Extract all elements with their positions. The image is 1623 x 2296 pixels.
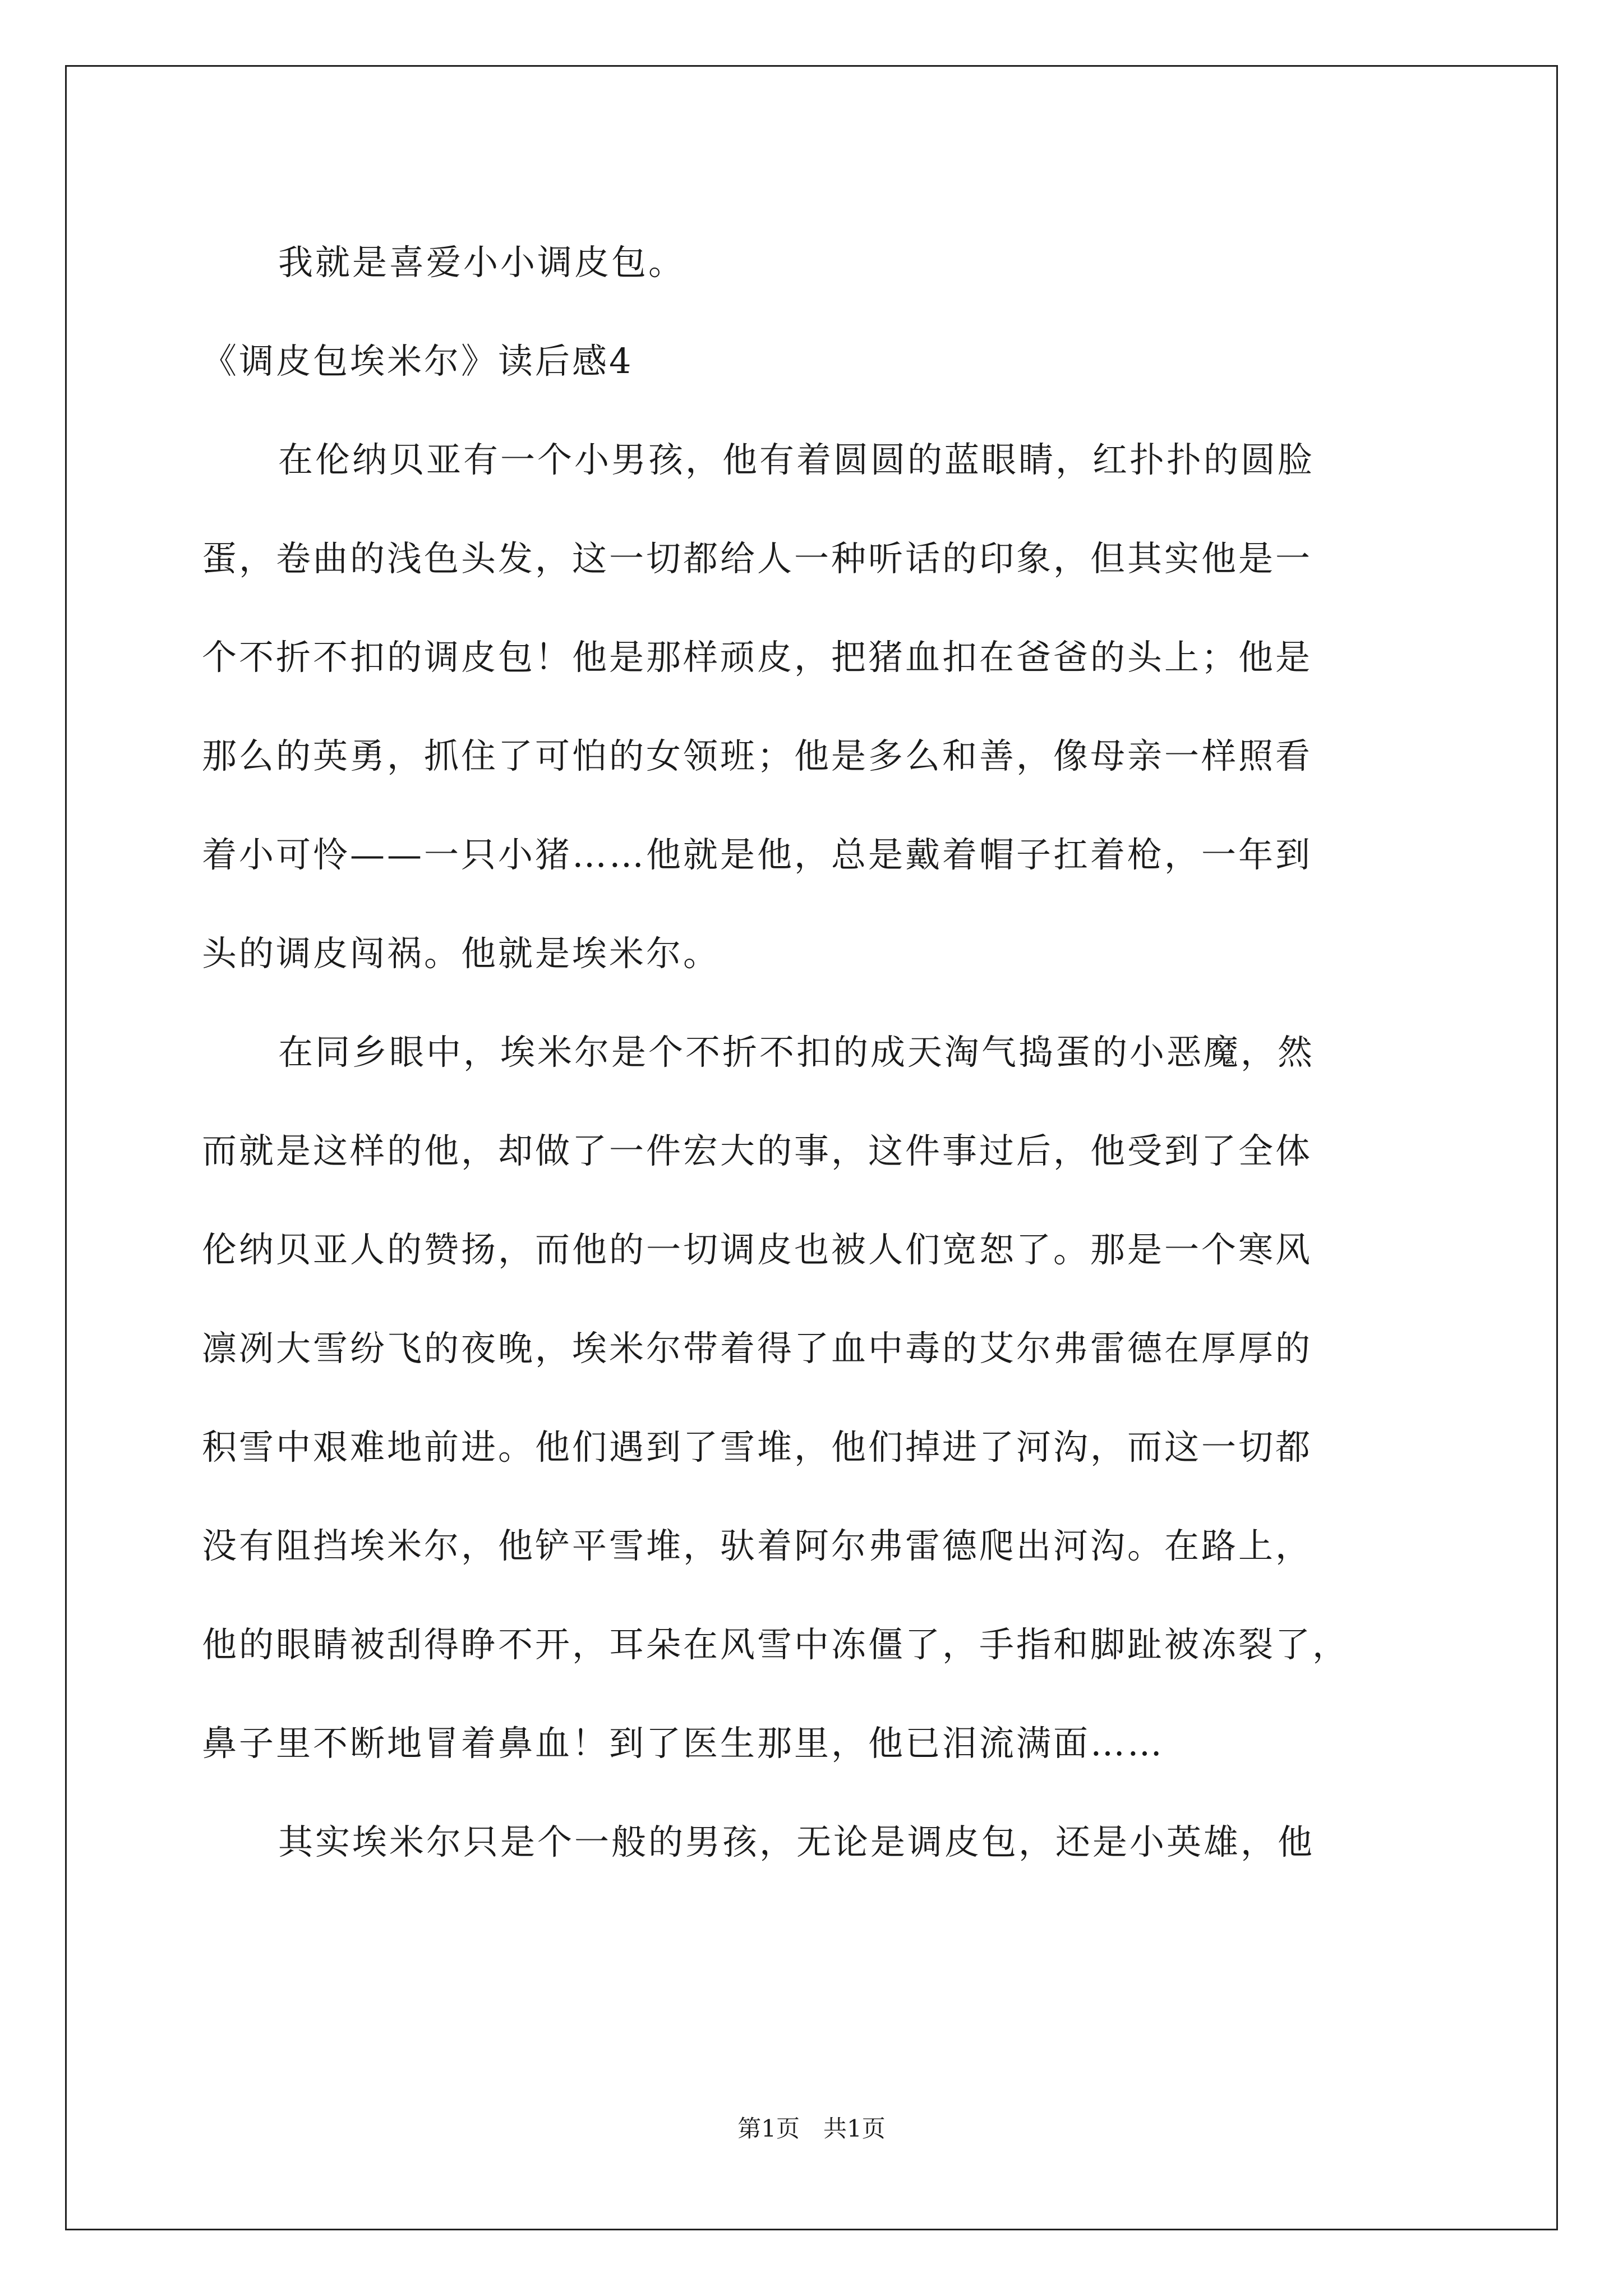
paragraph-line: 蛋，卷曲的浅色头发，这一切都给人一种听话的印象，但其实他是一 — [202, 538, 1313, 579]
paragraph-line: 其实埃米尔只是个一般的男孩，无论是调皮包，还是小英雄，他 — [278, 1821, 1315, 1862]
document-body — [202, 213, 1424, 1892]
paragraph-line: 着小可怜——一只小猪……他就是他，总是戴着帽子扛着枪，一年到 — [202, 834, 1313, 875]
page-footer: 第1页 共1页 — [737, 2115, 886, 2142]
paragraph-line: 在同乡眼中，埃米尔是个不折不扣的成天淘气捣蛋的小恶魔，然 — [278, 1032, 1315, 1073]
paragraph-line: 头的调皮闯祸。他就是埃米尔。 — [202, 933, 721, 974]
paragraph-line: 积雪中艰难地前进。他们遇到了雪堆，他们掉进了河沟，而这一切都 — [202, 1427, 1313, 1467]
paragraph-line: 那么的英勇，抓住了可怕的女领班；他是多么和善，像母亲一样照看 — [202, 735, 1313, 776]
paragraph-line: 伦纳贝亚人的赞扬，而他的一切调皮也被人们宽恕了。那是一个寒风 — [202, 1229, 1313, 1270]
paragraph-line: 而就是这样的他，却做了一件宏大的事，这件事过后，他受到了全体 — [202, 1130, 1313, 1171]
paragraph-line: 我就是喜爱小小调皮包。 — [278, 242, 686, 283]
paragraph-line: 他的眼睛被刮得睁不开，耳朵在风雪中冻僵了，手指和脚趾被冻裂了， — [202, 1624, 1350, 1665]
paragraph-line: 个不折不扣的调皮包！他是那样顽皮，把猪血扣在爸爸的头上；他是 — [202, 637, 1313, 678]
section-heading: 《调皮包埃米尔》读后感4 — [202, 341, 634, 381]
paragraph-line: 在伦纳贝亚有一个小男孩，他有着圆圆的蓝眼睛，红扑扑的圆脸 — [278, 439, 1315, 480]
paragraph-line: 凛冽大雪纷飞的夜晚，埃米尔带着得了血中毒的艾尔弗雷德在厚厚的 — [202, 1328, 1313, 1369]
paragraph-line: 没有阻挡埃米尔，他铲平雪堆，驮着阿尔弗雷德爬出河沟。在路上， — [202, 1525, 1313, 1566]
paragraph-line: 鼻子里不断地冒着鼻血！到了医生那里，他已泪流满面…… — [202, 1723, 1165, 1764]
